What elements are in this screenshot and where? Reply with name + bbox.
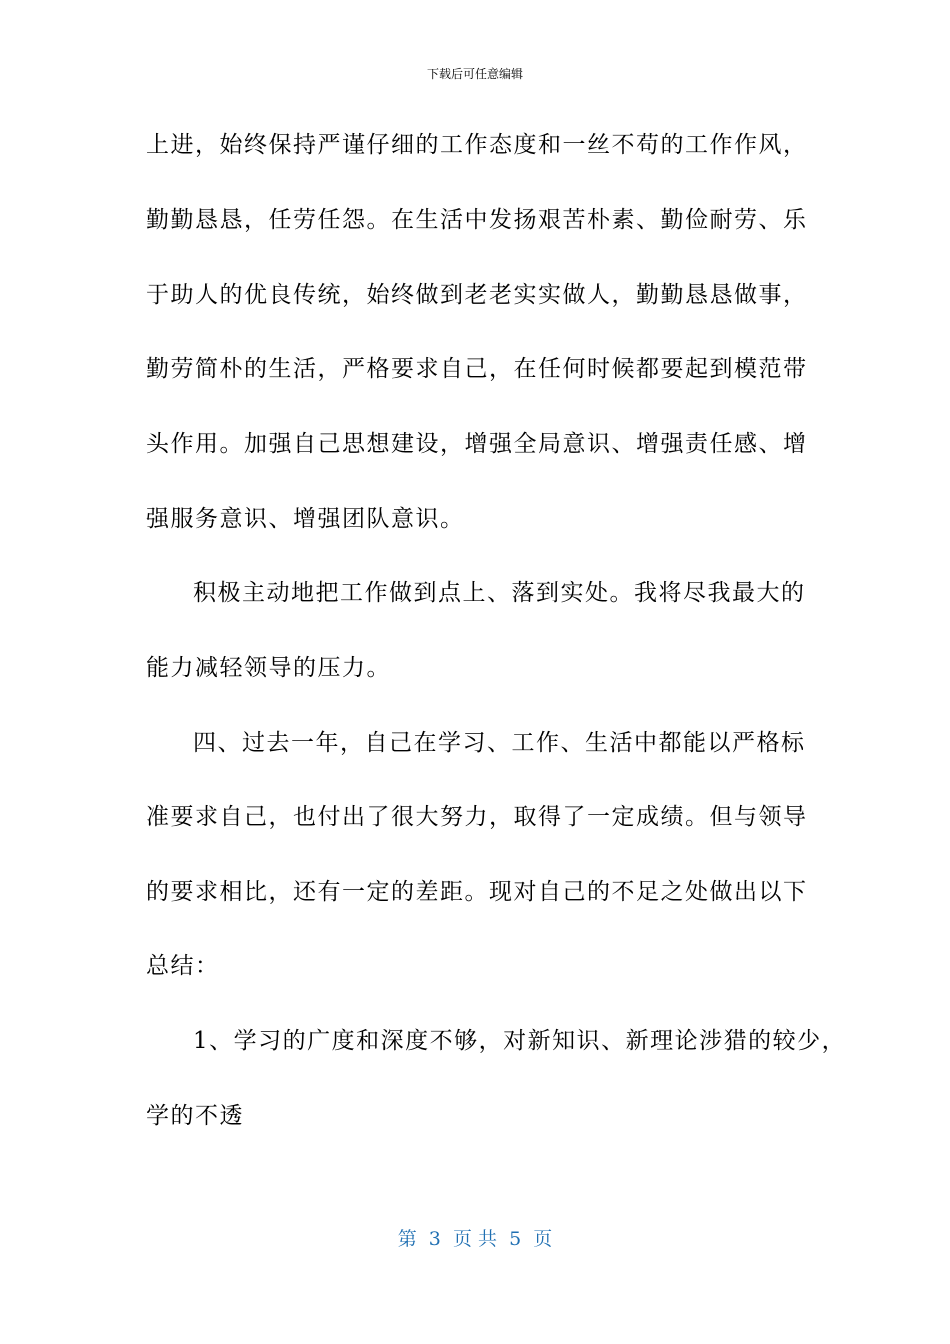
body-line: 勤勤恳恳，任劳任怨。在生活中发扬艰苦朴素、勤俭耐劳、乐 xyxy=(146,207,808,233)
page-header: 下载后可任意编辑 xyxy=(426,67,523,81)
body-line: 的要求相比，还有一定的差距。现对自己的不足之处做出以下 xyxy=(146,879,808,905)
body-line: 于助人的优良传统，始终做到老老实实做人，勤勤恳恳做事， xyxy=(146,282,808,308)
body-line: 能力减轻领导的压力。 xyxy=(146,655,391,681)
page-footer: 第 3 页 共 5 页 xyxy=(397,1228,553,1250)
body-line: 准要求自己，也付出了很大努力，取得了一定成绩。但与领导 xyxy=(146,804,808,830)
paragraph-first-line: 1、学习的广度和深度不够，对新知识、新理论涉猎的较少， xyxy=(193,1028,847,1054)
body-line: 强服务意识、增强团队意识。 xyxy=(146,506,465,532)
paragraph-first-line: 积极主动地把工作做到点上、落到实处。我将尽我最大的 xyxy=(193,580,806,606)
body-line: 上进，始终保持严谨仔细的工作态度和一丝不苟的工作作风， xyxy=(146,132,808,158)
paragraph-first-line: 四、过去一年，自己在学习、工作、生活中都能以严格标 xyxy=(193,730,806,756)
body-line: 学的不透 xyxy=(146,1103,244,1129)
body-line: 总结： xyxy=(146,953,220,979)
body-line: 头作用。加强自己思想建设，增强全局意识、增强责任感、增 xyxy=(146,431,808,457)
body-line: 勤劳简朴的生活，严格要求自己，在任何时候都要起到模范带 xyxy=(146,356,808,382)
